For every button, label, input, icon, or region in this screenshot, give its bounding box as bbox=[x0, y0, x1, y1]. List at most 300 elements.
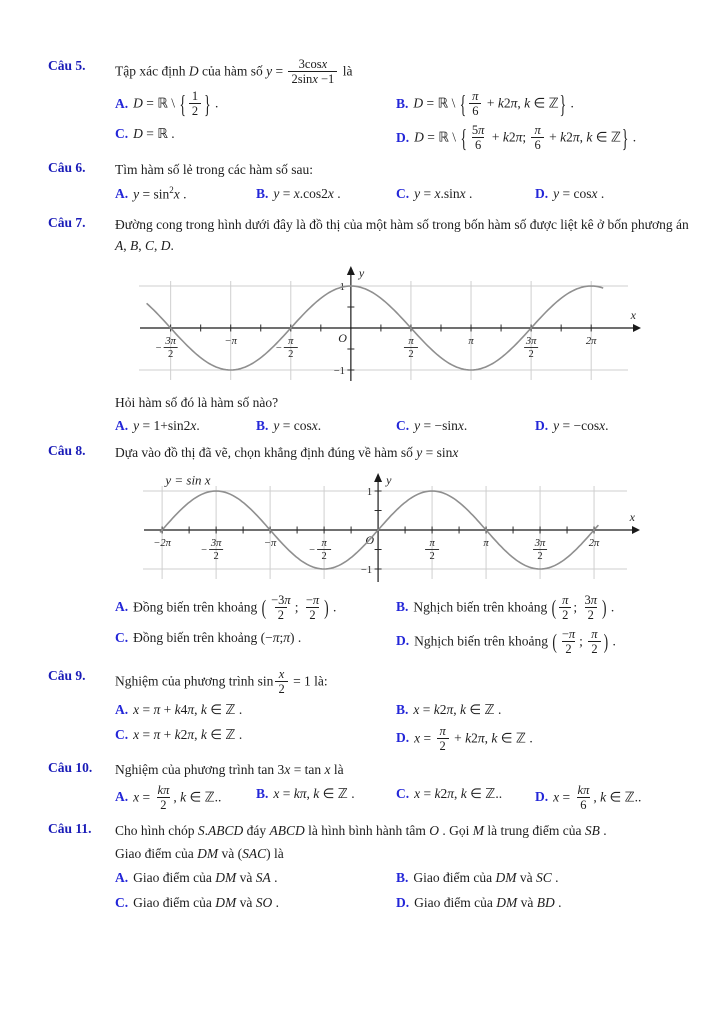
numerator bbox=[583, 593, 600, 607]
math-text: Giao điểm của bbox=[414, 894, 497, 910]
x-axis-label: x bbox=[629, 509, 635, 524]
minus-sign: − bbox=[201, 544, 208, 556]
y-tick-label: 1 bbox=[366, 486, 373, 498]
option-letter: A. bbox=[115, 701, 129, 717]
math-text: ) là bbox=[266, 845, 284, 861]
y-tick-label: 1 bbox=[339, 281, 345, 293]
math-text: 2 bbox=[587, 607, 594, 622]
math-text: 2 bbox=[309, 607, 316, 622]
question-body bbox=[115, 668, 691, 754]
big-delimiter: ) bbox=[602, 595, 607, 620]
question-cau9 bbox=[48, 668, 691, 754]
math-var: x bbox=[190, 418, 197, 434]
question-stem-line2 bbox=[115, 844, 691, 865]
math-text: , bbox=[453, 701, 461, 717]
option-letter: C. bbox=[115, 126, 129, 141]
fraction bbox=[576, 783, 592, 812]
question-stem bbox=[115, 160, 691, 181]
math-text: , bbox=[484, 730, 492, 746]
y-tick-label: −1 bbox=[333, 365, 345, 377]
question-stem bbox=[115, 668, 691, 697]
x-tick-label: 2π bbox=[585, 335, 597, 347]
question-body bbox=[115, 215, 691, 437]
math-var: k bbox=[524, 95, 531, 111]
math-text: . bbox=[211, 95, 219, 111]
math-text: Giao điểm của bbox=[413, 869, 496, 885]
math-var: y bbox=[553, 185, 560, 201]
superscript: 2 bbox=[169, 184, 174, 195]
math-text: −1 bbox=[317, 72, 335, 86]
y-axis-arrow bbox=[374, 473, 382, 482]
math-text: ∈ ℤ bbox=[592, 129, 621, 145]
question-body bbox=[115, 760, 691, 813]
fraction bbox=[189, 89, 201, 118]
math-var: S bbox=[197, 822, 205, 838]
math-var: D bbox=[414, 129, 424, 145]
math-var: DM bbox=[197, 845, 219, 861]
math-text: 2 bbox=[566, 129, 573, 145]
question-number: Câu 5. bbox=[48, 58, 86, 73]
math-var: π bbox=[163, 782, 170, 797]
math-var: x bbox=[293, 185, 300, 201]
math-var: C bbox=[145, 237, 155, 253]
math-var: y bbox=[266, 63, 273, 79]
math-var: x bbox=[324, 761, 331, 777]
denominator bbox=[189, 103, 201, 118]
question-stem bbox=[115, 443, 691, 464]
option-letter: C. bbox=[115, 894, 129, 910]
math-var: BD bbox=[536, 894, 555, 910]
math-var: π bbox=[299, 785, 307, 801]
math-text: = sin bbox=[139, 186, 170, 202]
x-tick-num: 3π bbox=[165, 335, 176, 347]
numerator bbox=[560, 593, 570, 607]
math-var: k bbox=[502, 129, 509, 145]
fraction bbox=[437, 724, 449, 753]
option-d bbox=[535, 416, 691, 436]
math-var: DM bbox=[215, 894, 237, 910]
numerator bbox=[190, 89, 200, 103]
options-grid bbox=[115, 184, 691, 205]
x-tick-den: 2 bbox=[321, 550, 327, 562]
math-text: . bbox=[629, 129, 637, 145]
option-letter: A. bbox=[115, 869, 129, 885]
math-text: Nghịch biến trên khoảng bbox=[414, 633, 552, 649]
options-grid bbox=[115, 90, 691, 153]
option-a bbox=[115, 784, 256, 813]
option-d bbox=[535, 784, 691, 813]
math-text: + bbox=[483, 95, 498, 111]
option-letter: C. bbox=[115, 726, 129, 742]
math-text: 2 bbox=[439, 701, 447, 717]
math-text: 6 bbox=[472, 104, 479, 118]
math-var: x bbox=[553, 789, 560, 805]
math-text: 6 bbox=[580, 797, 587, 812]
math-var: k bbox=[293, 785, 300, 801]
math-text: . bbox=[170, 237, 174, 253]
math-text: = bbox=[419, 701, 434, 717]
math-var: π bbox=[510, 95, 518, 111]
math-text: = bbox=[420, 185, 435, 201]
math-text: 2 bbox=[565, 641, 572, 656]
math-text: Nghiệm của phương trình tan 3 bbox=[115, 761, 285, 777]
math-var: x bbox=[327, 185, 334, 201]
math-text: , bbox=[173, 789, 181, 805]
math-var: π bbox=[534, 123, 541, 137]
math-var: y bbox=[414, 185, 421, 201]
math-text: Giao điểm của bbox=[133, 869, 216, 885]
option-c bbox=[396, 784, 535, 813]
numerator bbox=[470, 89, 480, 103]
math-text: ∈ ℤ.. bbox=[606, 789, 642, 805]
math-text: + bbox=[160, 701, 175, 717]
question-cau10 bbox=[48, 760, 691, 813]
math-text: Đường cong trong hình dưới đây là đồ thị của một hàm số trong bốn hàm số được liệt kê ở bốn phương án bbox=[115, 216, 689, 232]
math-text: + bbox=[545, 129, 561, 145]
math-var: k bbox=[586, 129, 593, 145]
math-text: của hàm số bbox=[198, 63, 267, 79]
x-tick-label: π bbox=[468, 335, 474, 347]
math-text: , bbox=[593, 789, 601, 805]
question-stem bbox=[115, 58, 691, 87]
denominator bbox=[275, 681, 287, 696]
math-text: = cos bbox=[279, 418, 312, 434]
cos-graph bbox=[137, 264, 642, 384]
math-var: x bbox=[133, 726, 140, 742]
fraction bbox=[531, 123, 543, 152]
math-text: ∈ ℤ bbox=[530, 95, 559, 111]
math-var: DM bbox=[495, 869, 517, 885]
math-text: đáy bbox=[243, 822, 270, 838]
option-a bbox=[115, 416, 256, 436]
x-tick-label: 2π bbox=[588, 537, 600, 549]
option-letter: D. bbox=[396, 129, 410, 145]
math-text: , bbox=[454, 785, 461, 801]
math-var: x bbox=[133, 701, 140, 717]
math-text: = bbox=[279, 785, 294, 801]
big-delimiter: ( bbox=[551, 595, 557, 620]
math-text: . bbox=[270, 869, 278, 885]
question-body bbox=[115, 443, 691, 657]
x-tick-den: 2 bbox=[528, 348, 534, 360]
math-text: 5 bbox=[471, 123, 479, 137]
math-text: 2 bbox=[191, 104, 199, 118]
fraction bbox=[559, 593, 571, 622]
math-text: 3cos bbox=[298, 57, 322, 71]
option-letter: A. bbox=[115, 95, 129, 111]
x-tick-den: 2 bbox=[429, 550, 435, 562]
math-var: k bbox=[313, 785, 320, 801]
math-text: Đồng biến trên khoảng (− bbox=[133, 629, 273, 645]
math-text: là bbox=[330, 761, 344, 777]
math-text: và bbox=[517, 894, 537, 910]
math-var: π bbox=[583, 782, 590, 797]
option-c bbox=[115, 628, 396, 657]
question-stem bbox=[115, 821, 691, 842]
option-letter: D. bbox=[535, 418, 549, 434]
math-text: 2 bbox=[439, 738, 446, 753]
fraction bbox=[588, 627, 600, 656]
math-var: ABCD bbox=[208, 822, 244, 838]
math-var: k bbox=[577, 782, 584, 797]
numerator bbox=[589, 627, 599, 641]
math-var: SB bbox=[584, 822, 600, 838]
question-number: Câu 7. bbox=[48, 214, 86, 230]
math-var: π bbox=[472, 89, 479, 103]
option-b bbox=[396, 700, 691, 720]
y-axis-label: y bbox=[358, 265, 365, 280]
math-var: k bbox=[600, 789, 607, 805]
math-var: x bbox=[173, 186, 180, 202]
math-text: . bbox=[597, 185, 605, 201]
math-var: A bbox=[115, 237, 124, 253]
math-var: x bbox=[414, 785, 421, 801]
math-text: và bbox=[236, 869, 256, 885]
math-text: . bbox=[179, 186, 187, 202]
math-text: ; bbox=[294, 599, 302, 615]
math-text: 6 bbox=[475, 138, 482, 152]
math-var: π bbox=[477, 730, 485, 746]
math-var: y bbox=[553, 418, 560, 434]
big-delimiter: ) bbox=[603, 629, 609, 654]
question-stem bbox=[115, 215, 691, 257]
math-var: D bbox=[160, 237, 171, 253]
y-axis-arrow bbox=[347, 266, 355, 275]
math-text: = ℝ \ bbox=[142, 95, 179, 111]
math-var: π bbox=[591, 626, 598, 641]
math-var: k bbox=[491, 730, 498, 746]
math-var: π bbox=[572, 129, 580, 145]
denominator bbox=[306, 607, 318, 622]
denominator bbox=[437, 738, 449, 753]
option-letter: B. bbox=[256, 185, 269, 201]
big-delimiter: ( bbox=[552, 629, 557, 654]
math-var: y bbox=[416, 444, 423, 460]
origin-label: O bbox=[365, 532, 375, 547]
math-text: ) . bbox=[290, 629, 302, 645]
denominator bbox=[562, 641, 574, 656]
option-a bbox=[115, 184, 256, 205]
math-text: = sin bbox=[422, 444, 453, 460]
x-tick-den: 2 bbox=[288, 348, 294, 360]
option-b bbox=[256, 416, 396, 436]
math-text: 2 bbox=[503, 95, 511, 111]
math-text: 2 bbox=[562, 607, 569, 622]
math-text: = bbox=[139, 726, 154, 742]
math-var: k bbox=[497, 95, 504, 111]
math-var: M bbox=[472, 822, 484, 838]
math-text: 1 bbox=[191, 89, 199, 103]
option-d bbox=[396, 725, 691, 754]
math-text: , bbox=[123, 237, 130, 253]
option-letter: A. bbox=[115, 186, 129, 202]
math-var: π bbox=[187, 701, 195, 717]
y-tick-label: −1 bbox=[360, 564, 373, 576]
numerator bbox=[156, 783, 172, 797]
option-d bbox=[535, 184, 691, 205]
math-var: k bbox=[157, 782, 164, 797]
math-text: là hình bình hành tâm bbox=[304, 822, 430, 838]
option-a bbox=[115, 594, 396, 623]
math-text: Dựa vào đồ thị đã vẽ, chọn khẳng định đúng về hàm số bbox=[115, 444, 417, 460]
math-text: Cho hình chóp bbox=[115, 822, 198, 838]
math-text: ∈ ℤ . bbox=[497, 730, 533, 746]
math-text: . bbox=[599, 822, 607, 838]
math-text: . Gọi bbox=[438, 822, 473, 838]
x-tick-num: π bbox=[321, 537, 327, 549]
math-var: x bbox=[284, 761, 291, 777]
math-text: = cos bbox=[559, 185, 592, 201]
fraction bbox=[275, 667, 287, 696]
math-var: x bbox=[321, 57, 328, 71]
math-var: x bbox=[434, 185, 441, 201]
math-text: 2 bbox=[591, 641, 598, 656]
math-text: = ℝ \ bbox=[423, 129, 460, 145]
function-graph bbox=[115, 264, 691, 388]
x-tick-label: −π bbox=[224, 335, 237, 347]
math-text: ∈ ℤ . bbox=[466, 701, 502, 717]
option-letter: C. bbox=[115, 629, 129, 645]
minus-sign: − bbox=[309, 544, 316, 556]
math-text: = bbox=[139, 789, 154, 805]
math-var: k bbox=[200, 726, 207, 742]
math-text: 2 bbox=[278, 681, 285, 696]
x-tick-num: 3π bbox=[210, 537, 222, 549]
math-var: π bbox=[272, 629, 280, 645]
math-var: k bbox=[200, 701, 207, 717]
fraction bbox=[288, 57, 337, 86]
math-text: Đồng biến trên khoảng bbox=[133, 599, 261, 615]
math-text: , bbox=[194, 726, 201, 742]
x-tick-num: 3π bbox=[534, 537, 546, 549]
option-letter: A. bbox=[115, 789, 129, 805]
math-text: 2 bbox=[180, 726, 188, 742]
option-c bbox=[115, 725, 396, 754]
math-text: Tìm hàm số lẻ trong các hàm số sau: bbox=[115, 162, 313, 177]
math-var: SAC bbox=[242, 845, 267, 861]
math-var: D bbox=[188, 63, 199, 79]
question-cau8 bbox=[48, 443, 691, 657]
question-list bbox=[48, 58, 691, 913]
denominator bbox=[531, 137, 543, 152]
numerator bbox=[532, 123, 542, 137]
y-axis-label: y bbox=[386, 472, 392, 487]
math-var: π bbox=[446, 701, 454, 717]
math-var: π bbox=[568, 626, 576, 641]
math-text: 2sin bbox=[291, 72, 313, 86]
option-letter: B. bbox=[396, 869, 409, 885]
option-letter: B. bbox=[396, 599, 409, 615]
math-var: π bbox=[312, 592, 320, 607]
denominator bbox=[275, 607, 287, 622]
math-text: . bbox=[551, 869, 559, 885]
math-var: x bbox=[457, 418, 464, 434]
x-tick-den: 2 bbox=[168, 348, 174, 360]
math-text: và ( bbox=[218, 845, 243, 861]
question-number: Câu 9. bbox=[48, 667, 86, 683]
question-body bbox=[115, 58, 691, 153]
math-var: DM bbox=[496, 894, 518, 910]
math-text: . bbox=[567, 95, 574, 111]
fraction bbox=[469, 89, 481, 118]
math-var: π bbox=[187, 726, 195, 742]
math-text: = 1 là: bbox=[289, 673, 328, 689]
numerator bbox=[297, 57, 329, 71]
question-number: Câu 8. bbox=[48, 442, 86, 458]
math-text: 2 bbox=[160, 797, 167, 812]
option-c bbox=[115, 124, 396, 153]
big-delimiter: { bbox=[179, 89, 186, 118]
math-text: . bbox=[204, 822, 208, 838]
option-d bbox=[396, 628, 691, 657]
math-var: k bbox=[174, 726, 181, 742]
math-var: x bbox=[452, 444, 459, 460]
math-text: 2 bbox=[508, 129, 516, 145]
math-text: , bbox=[194, 701, 201, 717]
option-letter: A. bbox=[115, 599, 129, 615]
math-var: π bbox=[284, 592, 291, 607]
math-var: D bbox=[133, 126, 143, 141]
math-text: là trung điểm của bbox=[483, 822, 585, 838]
origin-label: O bbox=[338, 330, 347, 345]
math-text: Giao điểm của bbox=[115, 845, 198, 861]
big-delimiter: { bbox=[460, 123, 467, 152]
x-tick-num: π bbox=[429, 537, 435, 549]
option-letter: D. bbox=[396, 633, 410, 649]
math-var: DM bbox=[215, 869, 237, 885]
math-text: . bbox=[605, 418, 609, 434]
math-var: π bbox=[447, 785, 455, 801]
math-text: . bbox=[463, 418, 468, 434]
math-text: −3 bbox=[271, 592, 285, 607]
option-letter: D. bbox=[396, 730, 410, 746]
math-text: Tập xác định bbox=[115, 63, 189, 79]
math-text: . bbox=[196, 418, 200, 434]
math-text: 2 bbox=[277, 607, 285, 622]
math-text: . bbox=[317, 418, 322, 434]
question-number: Câu 6. bbox=[48, 160, 86, 175]
big-delimiter: { bbox=[459, 89, 467, 118]
math-var: x bbox=[312, 72, 318, 86]
math-text: . bbox=[272, 894, 279, 910]
option-letter: B. bbox=[256, 418, 269, 434]
math-text: , bbox=[138, 237, 145, 253]
math-var: k bbox=[460, 785, 467, 801]
math-text: 4 bbox=[180, 701, 188, 717]
math-var: π bbox=[562, 592, 569, 607]
math-text: . bbox=[554, 894, 562, 910]
math-text: . bbox=[465, 185, 473, 201]
math-var: B bbox=[130, 237, 139, 253]
x-tick-label: π bbox=[483, 537, 489, 549]
x-tick-den: 2 bbox=[213, 550, 219, 562]
option-a bbox=[115, 90, 396, 119]
math-text: .sin bbox=[440, 185, 460, 201]
math-var: ABCD bbox=[269, 822, 305, 838]
math-text: ∈ ℤ . bbox=[206, 701, 243, 717]
question-body bbox=[115, 160, 691, 205]
x-axis-arrow bbox=[633, 324, 641, 332]
math-var: SA bbox=[255, 869, 271, 885]
math-var: k bbox=[174, 701, 181, 717]
math-text: 3 bbox=[584, 592, 591, 607]
denominator bbox=[559, 607, 571, 622]
question-number: Câu 11. bbox=[48, 820, 92, 836]
option-b bbox=[396, 594, 691, 623]
math-text: = bbox=[272, 63, 287, 79]
numerator bbox=[576, 783, 592, 797]
math-var: y bbox=[133, 186, 140, 202]
